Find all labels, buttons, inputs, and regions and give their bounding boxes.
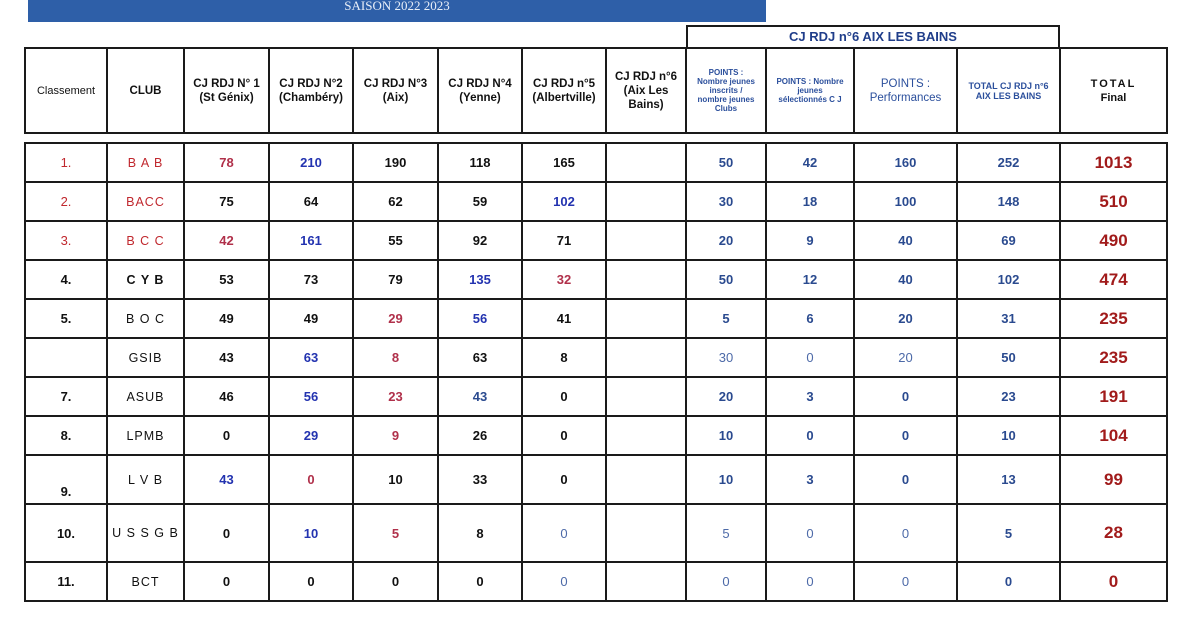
score-cell-c6	[606, 377, 686, 416]
table-row	[25, 377, 1167, 416]
score-cell-c5: 0	[522, 416, 606, 455]
score-cell-c2: 10	[269, 504, 353, 562]
final-total-cell: 235	[1060, 338, 1167, 377]
table-row	[25, 143, 1167, 182]
score-cell-c1: 0	[184, 504, 269, 562]
score-cell-p1: 0	[686, 562, 766, 601]
score-cell-c5: 0	[522, 504, 606, 562]
score-cell-p4: 23	[957, 377, 1060, 416]
score-cell-p4: 148	[957, 182, 1060, 221]
rank-cell	[25, 338, 107, 377]
score-cell-c5: 0	[522, 562, 606, 601]
header-points-performances: POINTS : Performances	[854, 48, 957, 133]
score-cell-c3: 23	[353, 377, 438, 416]
final-total-cell: 99	[1060, 455, 1167, 504]
score-cell-c2: 56	[269, 377, 353, 416]
score-cell-c4: 92	[438, 221, 522, 260]
score-cell-c4: 56	[438, 299, 522, 338]
score-cell-p1: 30	[686, 182, 766, 221]
score-cell-c2: 29	[269, 416, 353, 455]
rank-cell: 9.	[25, 455, 107, 504]
score-cell-c2: 0	[269, 562, 353, 601]
score-cell-c2: 64	[269, 182, 353, 221]
score-cell-p3: 20	[854, 299, 957, 338]
score-cell-p1: 50	[686, 143, 766, 182]
table-row	[25, 455, 1167, 504]
score-cell-p2: 42	[766, 143, 854, 182]
table-row	[25, 416, 1167, 455]
score-cell-c3: 55	[353, 221, 438, 260]
score-cell-c4: 118	[438, 143, 522, 182]
score-cell-p2: 18	[766, 182, 854, 221]
score-cell-c3: 10	[353, 455, 438, 504]
club-cell: L V B	[107, 455, 184, 504]
score-cell-p1: 20	[686, 221, 766, 260]
score-cell-p1: 5	[686, 299, 766, 338]
header-table	[24, 47, 1168, 134]
club-cell: B C C	[107, 221, 184, 260]
score-cell-p1: 5	[686, 504, 766, 562]
score-cell-c2: 210	[269, 143, 353, 182]
score-cell-c1: 46	[184, 377, 269, 416]
score-cell-c5: 0	[522, 455, 606, 504]
final-total-cell: 28	[1060, 504, 1167, 562]
header-cj6: CJ RDJ n°6 (Aix Les Bains)	[606, 48, 686, 133]
score-cell-p2: 12	[766, 260, 854, 299]
rank-cell: 1.	[25, 143, 107, 182]
score-cell-p2: 9	[766, 221, 854, 260]
score-cell-p4: 0	[957, 562, 1060, 601]
rank-cell: 3.	[25, 221, 107, 260]
score-cell-c4: 0	[438, 562, 522, 601]
score-cell-c6	[606, 504, 686, 562]
club-cell: GSIB	[107, 338, 184, 377]
score-cell-c4: 8	[438, 504, 522, 562]
club-cell: ASUB	[107, 377, 184, 416]
score-cell-c5: 41	[522, 299, 606, 338]
score-cell-p4: 5	[957, 504, 1060, 562]
club-cell: U S S G B	[107, 504, 184, 562]
score-cell-c1: 0	[184, 416, 269, 455]
score-cell-c5: 71	[522, 221, 606, 260]
header-cj1: CJ RDJ N° 1 (St Génix)	[184, 48, 269, 133]
score-cell-c1: 0	[184, 562, 269, 601]
table-row	[25, 182, 1167, 221]
header-points-selectionnes: POINTS : Nombre jeunes sélectionnés C J	[766, 48, 854, 133]
score-cell-c4: 26	[438, 416, 522, 455]
score-cell-p3: 0	[854, 377, 957, 416]
header-cj2: CJ RDJ N°2 (Chambéry)	[269, 48, 353, 133]
score-cell-p3: 40	[854, 221, 957, 260]
score-cell-p1: 30	[686, 338, 766, 377]
season-title: SAISON 2022 2023	[344, 0, 450, 13]
score-cell-p1: 10	[686, 416, 766, 455]
table-row	[25, 338, 1167, 377]
final-total-cell: 490	[1060, 221, 1167, 260]
score-cell-c3: 29	[353, 299, 438, 338]
score-cell-c1: 75	[184, 182, 269, 221]
score-cell-p3: 100	[854, 182, 957, 221]
club-cell: C Y B	[107, 260, 184, 299]
score-cell-p3: 160	[854, 143, 957, 182]
score-cell-p4: 102	[957, 260, 1060, 299]
score-cell-c2: 63	[269, 338, 353, 377]
header-cj4: CJ RDJ N°4 (Yenne)	[438, 48, 522, 133]
score-cell-c1: 53	[184, 260, 269, 299]
table-row	[25, 299, 1167, 338]
score-cell-c4: 135	[438, 260, 522, 299]
score-cell-p1: 10	[686, 455, 766, 504]
score-cell-p2: 6	[766, 299, 854, 338]
header-points-inscrits: POINTS : Nombre jeunes inscrits / nombre jeunes Clubs	[686, 48, 766, 133]
score-cell-p3: 40	[854, 260, 957, 299]
score-cell-c2: 73	[269, 260, 353, 299]
score-cell-c3: 5	[353, 504, 438, 562]
final-total-cell: 1013	[1060, 143, 1167, 182]
table-row	[25, 260, 1167, 299]
score-cell-c3: 190	[353, 143, 438, 182]
final-total-cell: 510	[1060, 182, 1167, 221]
score-cell-p2: 3	[766, 377, 854, 416]
score-cell-c6	[606, 416, 686, 455]
score-cell-c2: 0	[269, 455, 353, 504]
score-cell-c6	[606, 221, 686, 260]
score-cell-c1: 43	[184, 455, 269, 504]
score-cell-c1: 42	[184, 221, 269, 260]
club-cell: LPMB	[107, 416, 184, 455]
club-cell: BACC	[107, 182, 184, 221]
score-cell-c5: 102	[522, 182, 606, 221]
score-cell-c5: 32	[522, 260, 606, 299]
score-cell-c1: 49	[184, 299, 269, 338]
score-cell-c1: 43	[184, 338, 269, 377]
score-cell-p4: 69	[957, 221, 1060, 260]
score-cell-c6	[606, 260, 686, 299]
score-cell-c4: 43	[438, 377, 522, 416]
score-cell-c6	[606, 299, 686, 338]
club-cell: B O C	[107, 299, 184, 338]
score-cell-c5: 8	[522, 338, 606, 377]
score-cell-p2: 0	[766, 338, 854, 377]
score-cell-c3: 62	[353, 182, 438, 221]
score-cell-p2: 3	[766, 455, 854, 504]
header-cj3: CJ RDJ N°3 (Aix)	[353, 48, 438, 133]
score-cell-p3: 20	[854, 338, 957, 377]
score-cell-c3: 0	[353, 562, 438, 601]
header-total-cj6: TOTAL CJ RDJ n°6 AIX LES BAINS	[957, 48, 1060, 133]
rank-cell: 2.	[25, 182, 107, 221]
final-total-cell: 0	[1060, 562, 1167, 601]
score-cell-p4: 252	[957, 143, 1060, 182]
score-cell-p1: 20	[686, 377, 766, 416]
club-cell: B A B	[107, 143, 184, 182]
score-cell-p3: 0	[854, 562, 957, 601]
rank-cell: 7.	[25, 377, 107, 416]
score-cell-p1: 50	[686, 260, 766, 299]
score-cell-p4: 31	[957, 299, 1060, 338]
score-cell-c4: 63	[438, 338, 522, 377]
header-total-final: TOTAL Final	[1060, 48, 1167, 133]
score-cell-p3: 0	[854, 504, 957, 562]
header-club: CLUB	[107, 48, 184, 133]
rank-cell: 8.	[25, 416, 107, 455]
score-cell-c5: 0	[522, 377, 606, 416]
score-cell-p3: 0	[854, 416, 957, 455]
score-cell-c4: 33	[438, 455, 522, 504]
ranking-table	[24, 142, 1168, 602]
rank-cell: 5.	[25, 299, 107, 338]
final-total-cell: 474	[1060, 260, 1167, 299]
score-cell-p2: 0	[766, 416, 854, 455]
score-cell-c2: 49	[269, 299, 353, 338]
score-cell-c6	[606, 455, 686, 504]
score-cell-c3: 9	[353, 416, 438, 455]
score-cell-c6	[606, 182, 686, 221]
score-cell-c3: 79	[353, 260, 438, 299]
score-cell-c3: 8	[353, 338, 438, 377]
score-cell-c1: 78	[184, 143, 269, 182]
score-cell-p2: 0	[766, 562, 854, 601]
score-cell-c2: 161	[269, 221, 353, 260]
cj-rdj-6-group-header: CJ RDJ n°6 AIX LES BAINS	[686, 25, 1060, 47]
season-banner	[28, 0, 766, 22]
table-row	[25, 562, 1167, 601]
score-cell-p4: 10	[957, 416, 1060, 455]
score-cell-p2: 0	[766, 504, 854, 562]
score-cell-p3: 0	[854, 455, 957, 504]
score-cell-c6	[606, 562, 686, 601]
rank-cell: 10.	[25, 504, 107, 562]
header-classement: Classement	[25, 48, 107, 133]
final-total-cell: 191	[1060, 377, 1167, 416]
final-total-cell: 235	[1060, 299, 1167, 338]
score-cell-c6	[606, 338, 686, 377]
score-cell-c5: 165	[522, 143, 606, 182]
score-cell-c6	[606, 143, 686, 182]
header-cj5: CJ RDJ n°5 (Albertville)	[522, 48, 606, 133]
table-row	[25, 504, 1167, 562]
score-cell-p4: 50	[957, 338, 1060, 377]
club-cell: BCT	[107, 562, 184, 601]
score-cell-c4: 59	[438, 182, 522, 221]
rank-cell: 4.	[25, 260, 107, 299]
final-total-cell: 104	[1060, 416, 1167, 455]
rank-cell: 11.	[25, 562, 107, 601]
score-cell-p4: 13	[957, 455, 1060, 504]
table-row	[25, 221, 1167, 260]
